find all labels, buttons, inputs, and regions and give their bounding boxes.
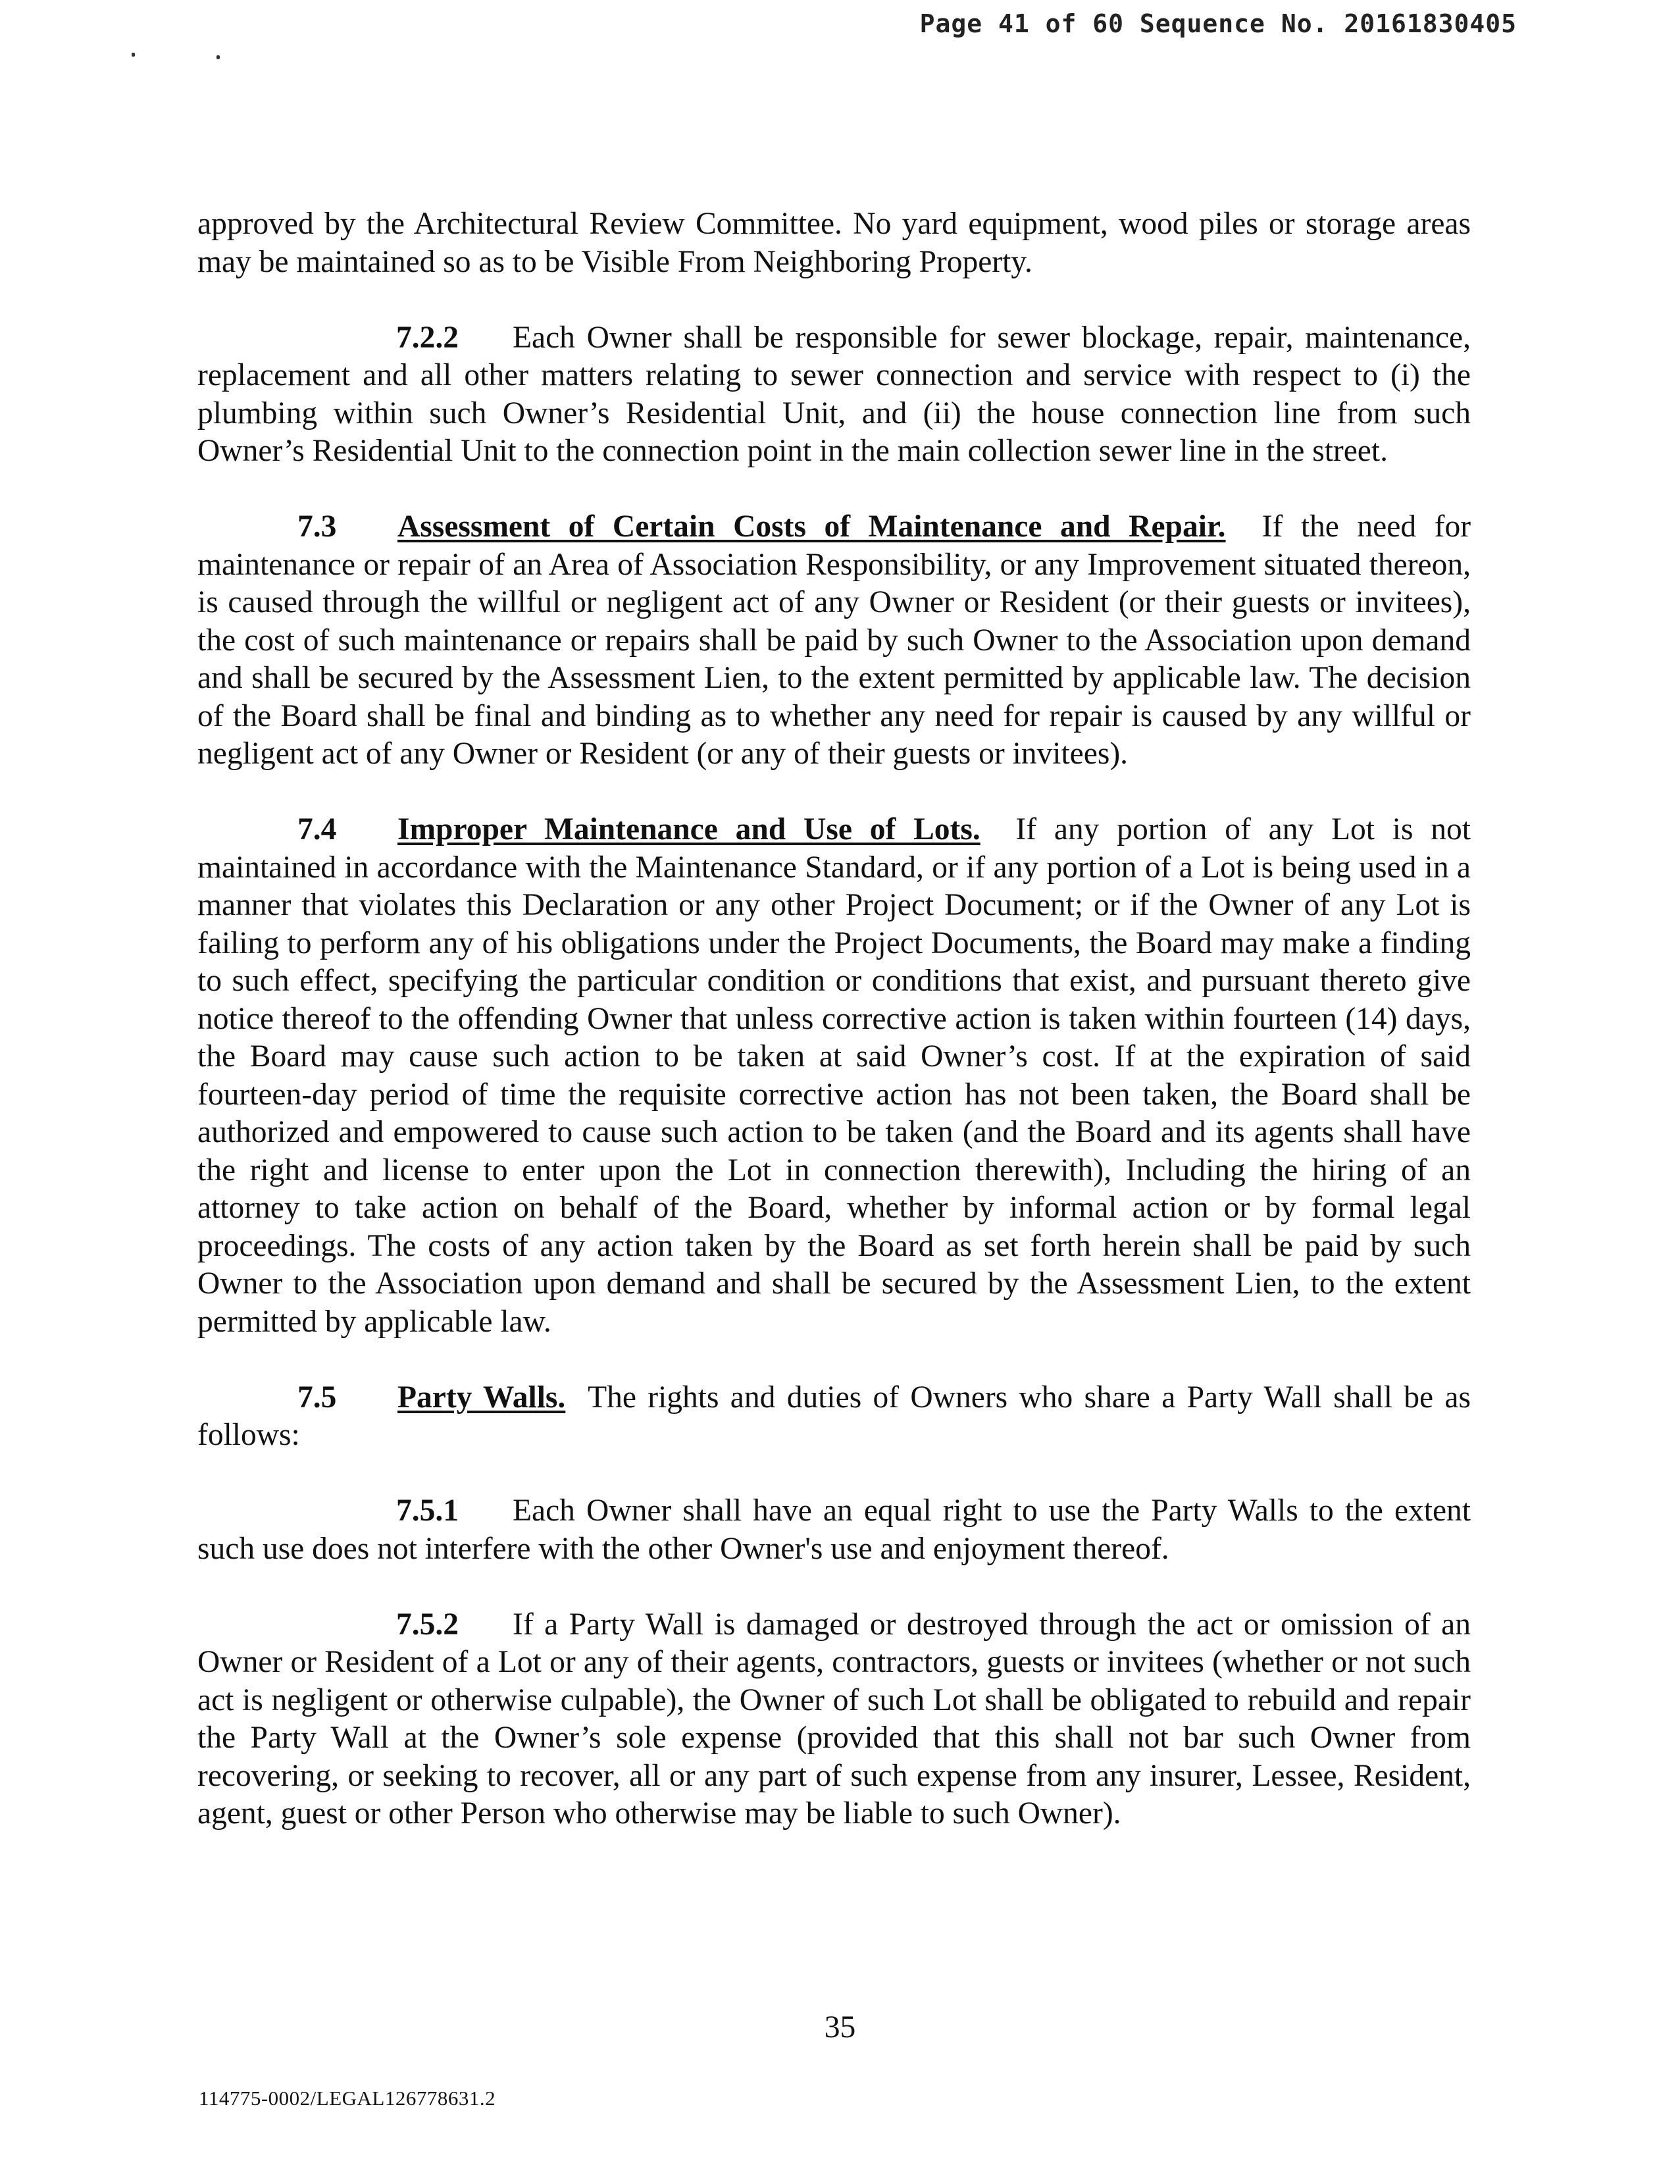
sequence-stamp: Page 41 of 60 Sequence No. 20161830405 [919,9,1517,38]
scan-speck [216,55,220,59]
section-number: 7.2.2 [396,320,459,355]
section-7-4 [197,811,1471,1341]
document-id: 114775-0002/LEGAL126778631.2 [199,2087,496,2110]
section-number: 7.5 [297,1380,337,1415]
paragraph-text: approved by the Architectural Review Committee. No yard equipment, wood piles or storage areas may be maintained so as to be Visible From Neighboring Property. [197,207,1471,279]
paragraph-text: If a Party Wall is damaged or destroyed through the act or omission of an Owner or Resident of a Lot or any of their agents, contractors, guests or invitees (whether or not such act is negligent or otherwise culpable), the Owner of such Lot shall be obligated to rebuild and repair the Party Wall at the Owner’s sole expense (provided that this shall not bar such Owner from recovering, or seeking to recover, all or any part of such expense from any insurer, Lessee, Resident, agent, guest or other Person who otherwise may be liable to such Owner). [197,1607,1471,1831]
section-7-5 [197,1379,1471,1455]
section-number: 7.4 [297,812,337,846]
section-heading: Assessment of Certain Costs of Maintenance and Repair. [397,509,1226,544]
section-heading: Improper Maintenance and Use of Lots. [397,812,980,846]
paragraph-text: Each Owner shall have an equal right to use the Party Walls to the extent such use does not interfere with the other Owner's use and enjoyment thereof. [197,1494,1471,1566]
paragraph-text: Each Owner shall be responsible for sewer blockage, repair, maintenance, replacement and all other matters relating to sewer connection and service with respect to (i) the plumbing within such Owner’s Residential Unit, and (ii) the house connection line from such Owner’s Residential Unit to the connection point in the main collection sewer line in the street. [197,320,1471,468]
section-7-3 [197,508,1471,773]
paragraph-text: If the need for maintenance or repair of an Area of Association Responsibility, or any Improvement situated thereon, is caused through the willful or negligent act of any Owner or Resident (or their guests or invitees), the cost of such maintenance or repairs shall be paid by such Owner to the Association upon demand and shall be secured by the Assessment Lien, to the extent permitted by applicable law. The decision of the Board shall be final and binding as to whether any need for repair is caused by any willful or negligent act of any Owner or Resident (or any of their guests or invitees). [197,509,1471,771]
paragraph-text: If any portion of any Lot is not maintained in accordance with the Maintenance Standard, or if any portion of a Lot is being used in a manner that violates this Declaration or any other Project Document; or if the Owner of any Lot is failing to perform any of his obligations under the Project Documents, the Board may make a finding to such effect, specifying the particular condition or conditions that exist, and pursuant thereto give notice thereof to the offending Owner that unless corrective action is taken within fourteen (14) days, the Board may cause such action to be taken at said Owner’s cost. If at the expiration of said fourteen-day period of time the requisite corrective action has not been taken, the Board shall be authorized and empowered to cause such action to be taken (and the Board and its agents shall have the right and license to enter upon the Lot in connection therewith), Including the hiring of an attorney to take action on behalf of the Board, whether by informal action or by formal legal proceedings. The costs of any action taken by the Board as set forth herein shall be paid by such Owner to the Association upon demand and shall be secured by the Assessment Lien, to the extent permitted by applicable law. [197,812,1471,1339]
document-body [197,205,1471,1871]
page-number: 35 [824,2010,856,2044]
section-number: 7.5.2 [396,1607,459,1642]
section-7-2-2 [197,319,1471,471]
scan-speck [132,53,135,57]
section-7-5-2 [197,1606,1471,1833]
paragraph-text: The rights and duties of Owners who share a Party Wall shall be as follows: [197,1380,1471,1452]
section-number: 7.5.1 [396,1494,459,1528]
section-number: 7.3 [297,509,337,544]
section-heading: Party Walls. [397,1380,566,1415]
paragraph-continuation [197,205,1471,281]
section-7-5-1 [197,1492,1471,1568]
